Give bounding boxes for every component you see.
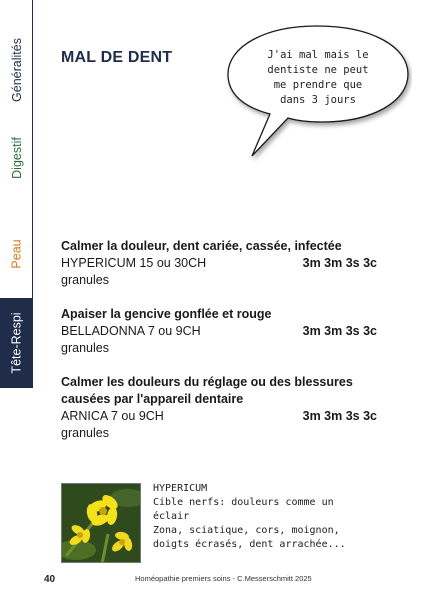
bubble-line: dans 3 jours	[280, 94, 356, 106]
remedy-row	[61, 323, 381, 340]
bubble-line: me prendre que	[273, 79, 363, 91]
remedy-dose: 3m 3m 3s 3c	[302, 409, 377, 423]
footer-text: Homéopathie premiers soins - C.Messerschmitt 2025	[135, 574, 312, 583]
speech-bubble-text	[242, 48, 394, 108]
tab-digestif[interactable]	[0, 128, 33, 188]
tab-label: Tête-Respi	[9, 312, 24, 374]
remedy-form: granules	[61, 273, 109, 287]
flower-illustration	[62, 484, 141, 563]
remedy-row	[61, 408, 381, 425]
note-line: doigts écrasés, dent arrachée...	[153, 539, 346, 550]
remedy-name: HYPERICUM 15 ou 30CH	[61, 256, 207, 270]
bubble-line: J'ai mal mais le	[267, 49, 369, 61]
remedy-heading: Calmer la douleur, dent cariée, cassée, infectée	[61, 239, 342, 253]
remedy-heading: causées par l'appareil dentaire	[61, 392, 244, 406]
remedy-block	[61, 238, 381, 289]
remedy-row	[61, 255, 381, 272]
remedy-name: ARNICA 7 ou 9CH	[61, 409, 164, 423]
remedy-note	[153, 482, 383, 552]
remedy-dose: 3m 3m 3s 3c	[302, 256, 377, 270]
remedy-block	[61, 374, 381, 442]
remedy-form: granules	[61, 426, 109, 440]
section-tabs	[0, 0, 33, 594]
remedy-block	[61, 306, 381, 357]
tab-label: Généralités	[9, 38, 24, 102]
note-line: Cible nerfs: douleurs comme un	[153, 497, 334, 508]
note-line: Zona, sciatique, cors, moignon,	[153, 525, 340, 536]
tab-peau[interactable]	[0, 232, 33, 276]
note-line: HYPERICUM	[153, 483, 208, 494]
page-number: 40	[44, 574, 56, 585]
tab-generalites[interactable]	[0, 20, 33, 120]
remedy-heading: Calmer les douleurs du réglage ou des blessures	[61, 375, 353, 389]
tab-label: Peau	[9, 239, 24, 269]
bubble-line: dentiste ne peut	[267, 64, 369, 76]
remedy-name: BELLADONNA 7 ou 9CH	[61, 324, 201, 338]
hypericum-flower-photo	[61, 483, 141, 563]
page-title: MAL DE DENT	[61, 49, 173, 66]
note-line: éclair	[153, 511, 190, 522]
remedy-form: granules	[61, 341, 109, 355]
tab-label: Digestif	[9, 137, 24, 179]
remedy-heading: Apaiser la gencive gonflée et rouge	[61, 307, 272, 321]
remedy-dose: 3m 3m 3s 3c	[302, 324, 377, 338]
tab-tete-respi[interactable]	[0, 298, 33, 388]
